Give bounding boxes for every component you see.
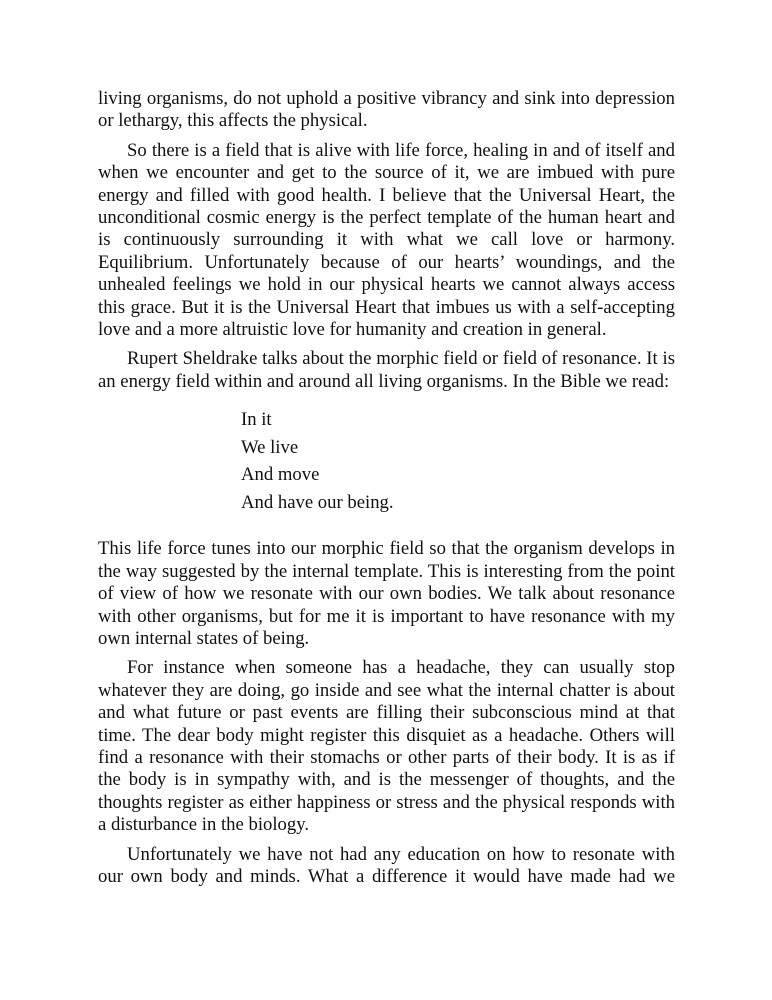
document-page	[98, 88, 675, 895]
paragraph-morphic-field: Rupert Sheldrake talks about the morphic field or field of resonance. It is an energy field within and around all living organisms. In the Bible we read:	[98, 348, 675, 392]
verse-line: We live	[241, 436, 299, 458]
paragraph-life-force: This life force tunes into our morphic field so that the organism develops in the way suggested by the internal template. This is interesting from the point of view of how we resonate with our own bodies. We talk about resonance with other organisms, but for me it is important to have resonance with my own internal states of being.	[98, 538, 675, 649]
verse-line: And move	[241, 464, 320, 486]
paragraph-headache-example: For instance when someone has a headache, they can usually stop whatever they are doing, go inside and see what the internal chatter is about and what future or past events are filling their subconscious mind at that time. The dear body might register this disquiet as a headache. Others will find a resonance with their stomachs or other parts of their body. It is as if the body is in sympathy with, and is the messenger of thoughts, and the thoughts register as either happiness or stress and the physical responds with a disturbance in the biology.	[98, 657, 675, 836]
verse-line: And have our being.	[241, 491, 394, 513]
bible-verse-quote	[241, 406, 675, 516]
verse-line: In it	[241, 409, 272, 431]
paragraph-education: Unfortunately we have not had any education on how to resonate with our own body and minds. What a difference it would have made had we	[98, 843, 675, 887]
paragraph-universal-heart: So there is a field that is alive with life force, healing in and of itself and when we encounter and get to the source of it, we are imbued with pure energy and filled with good health. I believe that the Universal Heart, the unconditional cosmic energy is the perfect template of the human heart and is continuously surrounding it with what we call love or harmony. Equilibrium. Unfortunately because of our hearts’ woundings, and the unhealed feelings we hold in our physical hearts we cannot always access this grace. But it is the Universal Heart that imbues us with a self-accepting love and a more altruistic love for humanity and creation in general.	[98, 139, 675, 341]
paragraph-continuation: living organisms, do not uphold a positive vibrancy and sink into depression or lethargy, this affects the physical.	[98, 88, 675, 132]
